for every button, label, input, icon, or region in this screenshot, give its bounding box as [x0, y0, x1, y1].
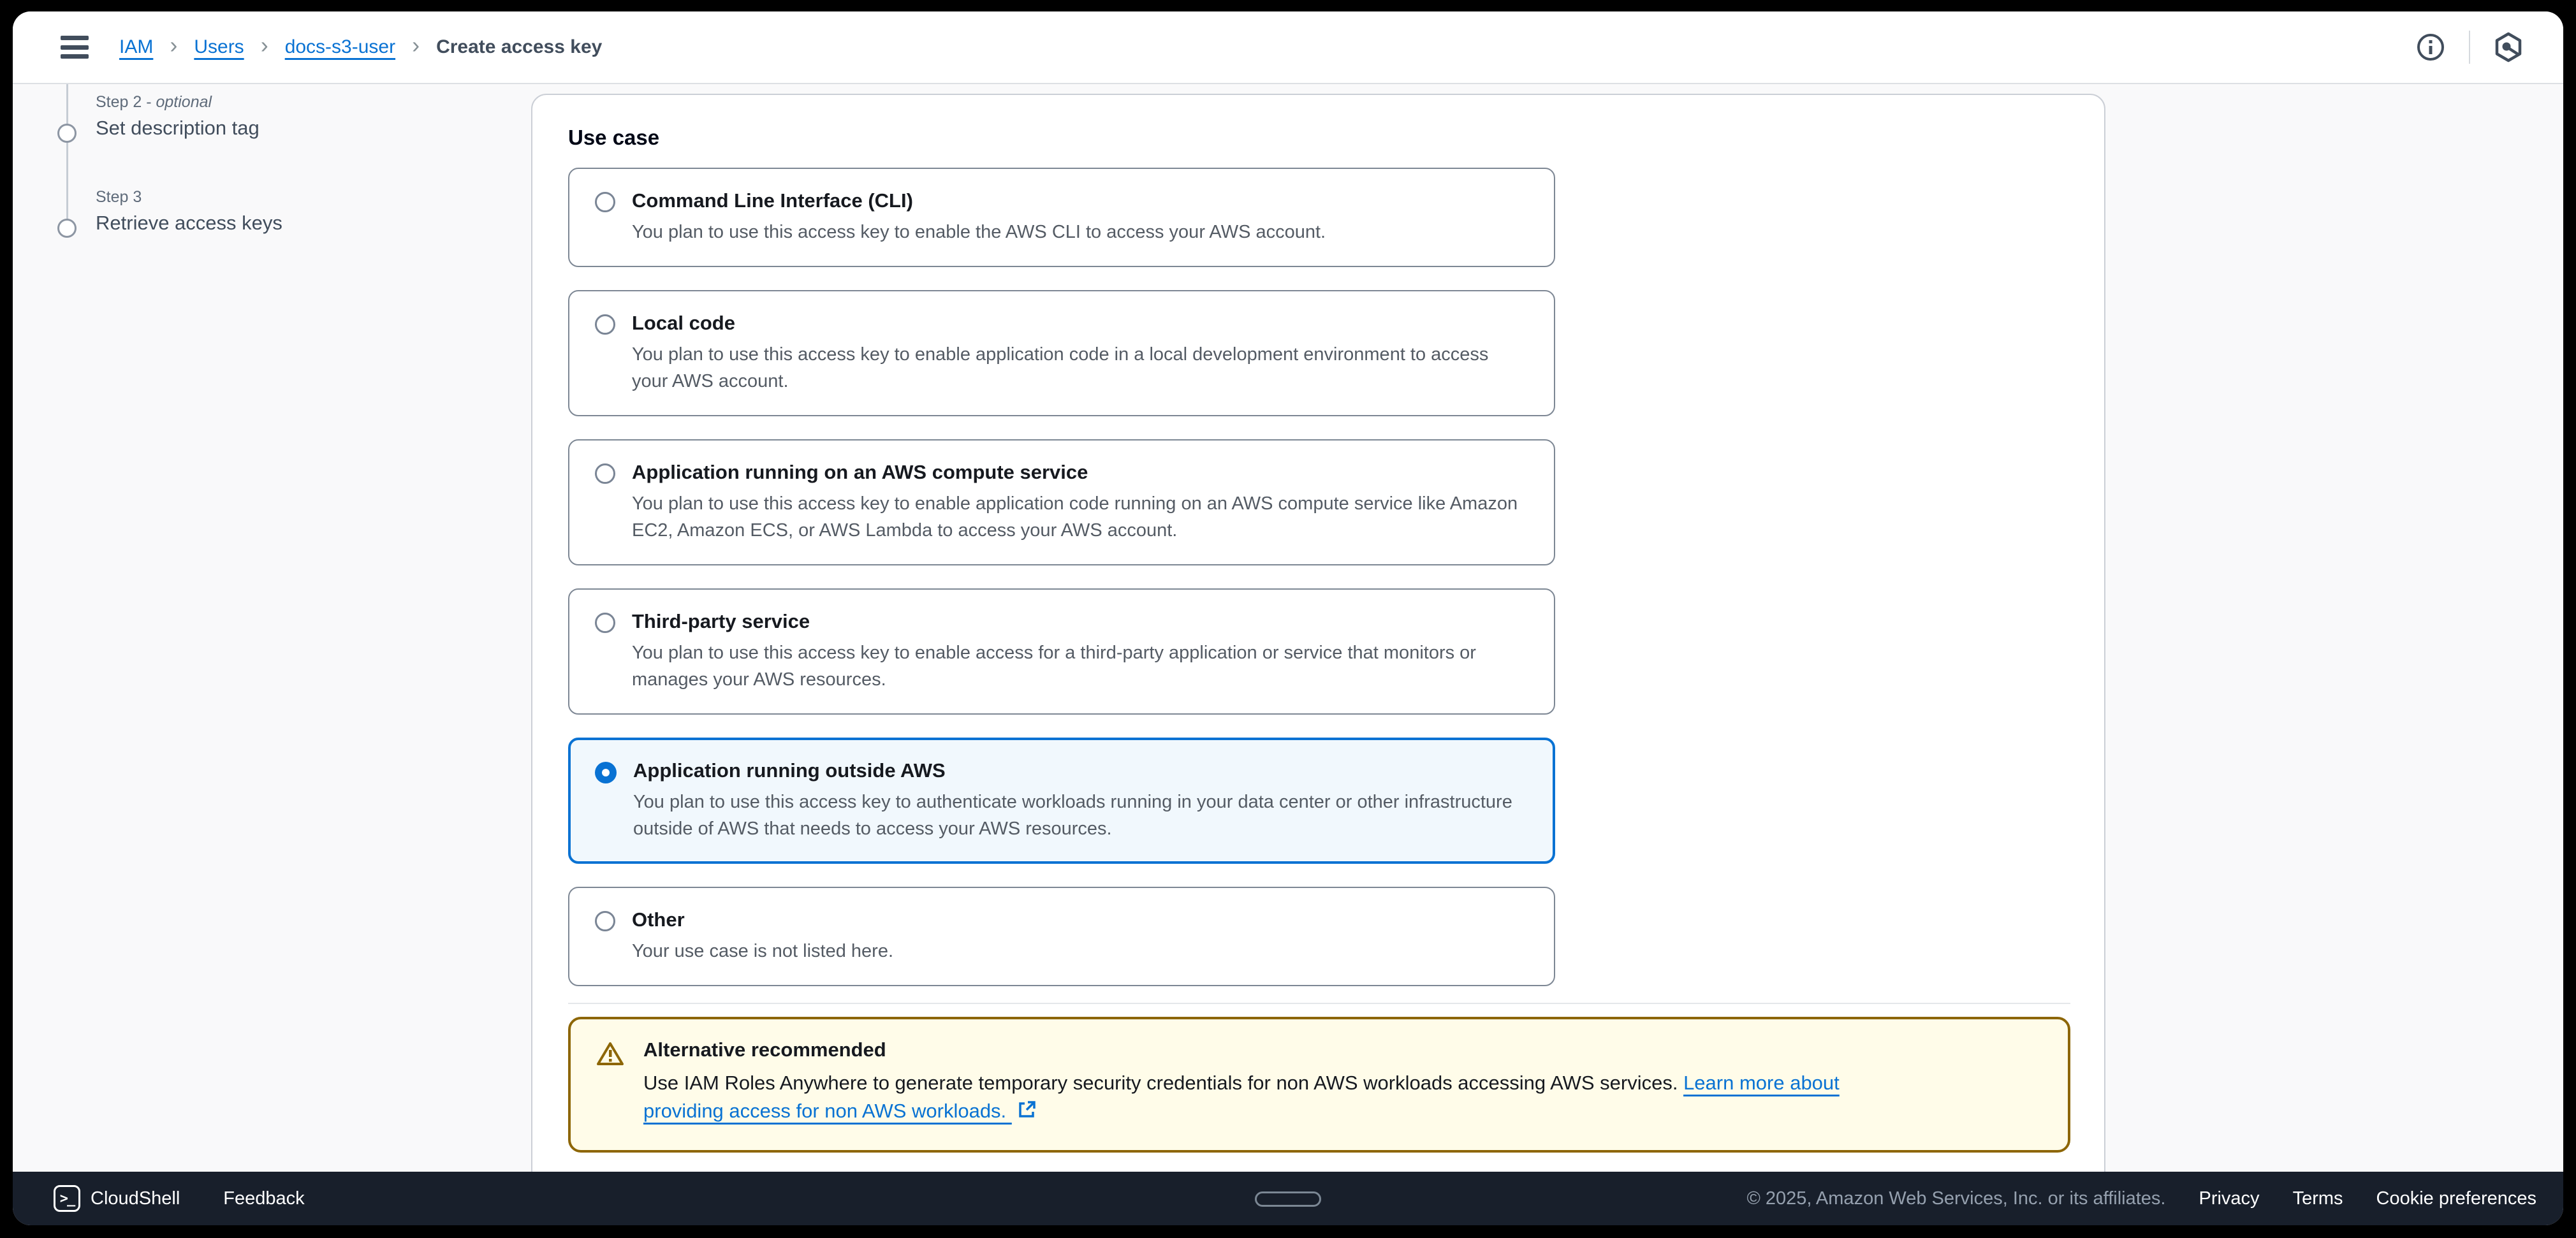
chevron-right-icon: ›	[412, 32, 420, 58]
step-circle-icon[interactable]	[57, 124, 77, 143]
privacy-link[interactable]: Privacy	[2199, 1188, 2260, 1209]
use-case-option[interactable]	[568, 738, 1555, 864]
option-description: You plan to use this access key to enable application code in a local development environment to access your AWS account.	[632, 344, 1489, 392]
option-title: Command Line Interface (CLI)	[632, 189, 913, 212]
main-panel	[531, 94, 2105, 1225]
warning-banner	[568, 1017, 2070, 1152]
warning-icon	[596, 1041, 624, 1126]
use-case-option[interactable]	[568, 887, 1555, 986]
chevron-right-icon: ›	[260, 32, 268, 58]
use-case-option[interactable]	[568, 290, 1555, 416]
option-description: You plan to use this access key to enable application code running on an AWS compute service like Amazon EC2, Amazon ECS, or AWS Lambda to access your AWS account.	[632, 493, 1518, 541]
radio-button[interactable]	[595, 314, 615, 335]
radio-button[interactable]	[595, 762, 617, 783]
breadcrumb-link-users[interactable]: Users	[194, 36, 244, 57]
terminal-icon: >_	[54, 1185, 80, 1212]
option-description: You plan to use this access key to enable the AWS CLI to access your AWS account.	[632, 222, 1326, 242]
option-title: Other	[632, 908, 685, 931]
header-actions	[2414, 31, 2525, 64]
info-icon[interactable]	[2414, 31, 2447, 64]
chevron-right-icon: ›	[170, 32, 178, 58]
radio-button[interactable]	[595, 463, 615, 484]
radio-button[interactable]	[595, 613, 615, 633]
step-title: Set description tag	[96, 117, 260, 139]
warning-text-body: Use IAM Roles Anywhere to generate temporary security credentials for non AWS workloads accessing AWS services.	[643, 1072, 1684, 1095]
option-description: You plan to use this access key to enable access for a third-party application or service that monitors or manages your AWS resources.	[632, 643, 1476, 690]
breadcrumb	[119, 32, 603, 59]
breadcrumb-link-iam[interactable]: IAM	[119, 36, 154, 57]
warning-title: Alternative recommended	[643, 1038, 886, 1061]
use-case-option[interactable]	[568, 588, 1555, 715]
copyright-text: © 2025, Amazon Web Services, Inc. or its affiliates.	[1746, 1188, 2166, 1209]
header-divider	[2469, 31, 2470, 64]
amazon-q-icon[interactable]	[2492, 31, 2525, 64]
cloudshell-resize-handle[interactable]	[1255, 1191, 1321, 1207]
wizard-steps	[13, 84, 531, 1172]
cloudshell-label: CloudShell	[91, 1188, 180, 1209]
warning-text	[643, 1069, 1925, 1126]
feedback-button[interactable]: Feedback	[223, 1188, 305, 1209]
cookie-preferences-link[interactable]: Cookie preferences	[2376, 1188, 2536, 1209]
cloudshell-button[interactable]	[54, 1185, 180, 1212]
radio-button[interactable]	[595, 192, 615, 212]
external-link-icon[interactable]	[1017, 1098, 1036, 1126]
step-item-3[interactable]	[96, 188, 282, 235]
terms-link[interactable]: Terms	[2292, 1188, 2343, 1209]
hamburger-menu-icon[interactable]	[61, 36, 89, 59]
option-description: You plan to use this access key to authenticate workloads running in your data center or other infrastructure outside of AWS that needs to access your AWS resources.	[633, 792, 1512, 840]
step-title: Retrieve access keys	[96, 212, 282, 234]
option-title: Application running outside AWS	[633, 759, 946, 782]
app-window	[13, 11, 2563, 1225]
breadcrumb-link-user[interactable]: docs-s3-user	[284, 36, 396, 57]
option-title: Local code	[632, 312, 735, 335]
use-case-option[interactable]	[568, 168, 1555, 267]
breadcrumb-current: Create access key	[436, 36, 603, 57]
divider	[568, 1003, 2070, 1004]
use-case-option[interactable]	[568, 439, 1555, 565]
use-case-heading: Use case	[568, 126, 660, 149]
step-kicker: Step 2 - optional	[96, 93, 212, 111]
stepper-line	[66, 84, 68, 228]
app-header	[13, 11, 2563, 84]
step-circle-icon[interactable]	[57, 219, 77, 238]
step-item-2[interactable]	[96, 93, 260, 140]
footer-links	[1746, 1188, 2536, 1209]
step-kicker: Step 3	[96, 188, 142, 206]
option-title: Application running on an AWS compute service	[632, 461, 1088, 484]
learn-more-link[interactable]: Learn more about providing access for non AWS workloads.	[643, 1072, 1840, 1123]
radio-button[interactable]	[595, 911, 615, 931]
use-case-options	[568, 168, 1555, 986]
main-content	[13, 84, 2563, 1172]
app-footer	[13, 1172, 2563, 1225]
option-title: Third-party service	[632, 610, 810, 633]
option-description: Your use case is not listed here.	[632, 941, 894, 962]
